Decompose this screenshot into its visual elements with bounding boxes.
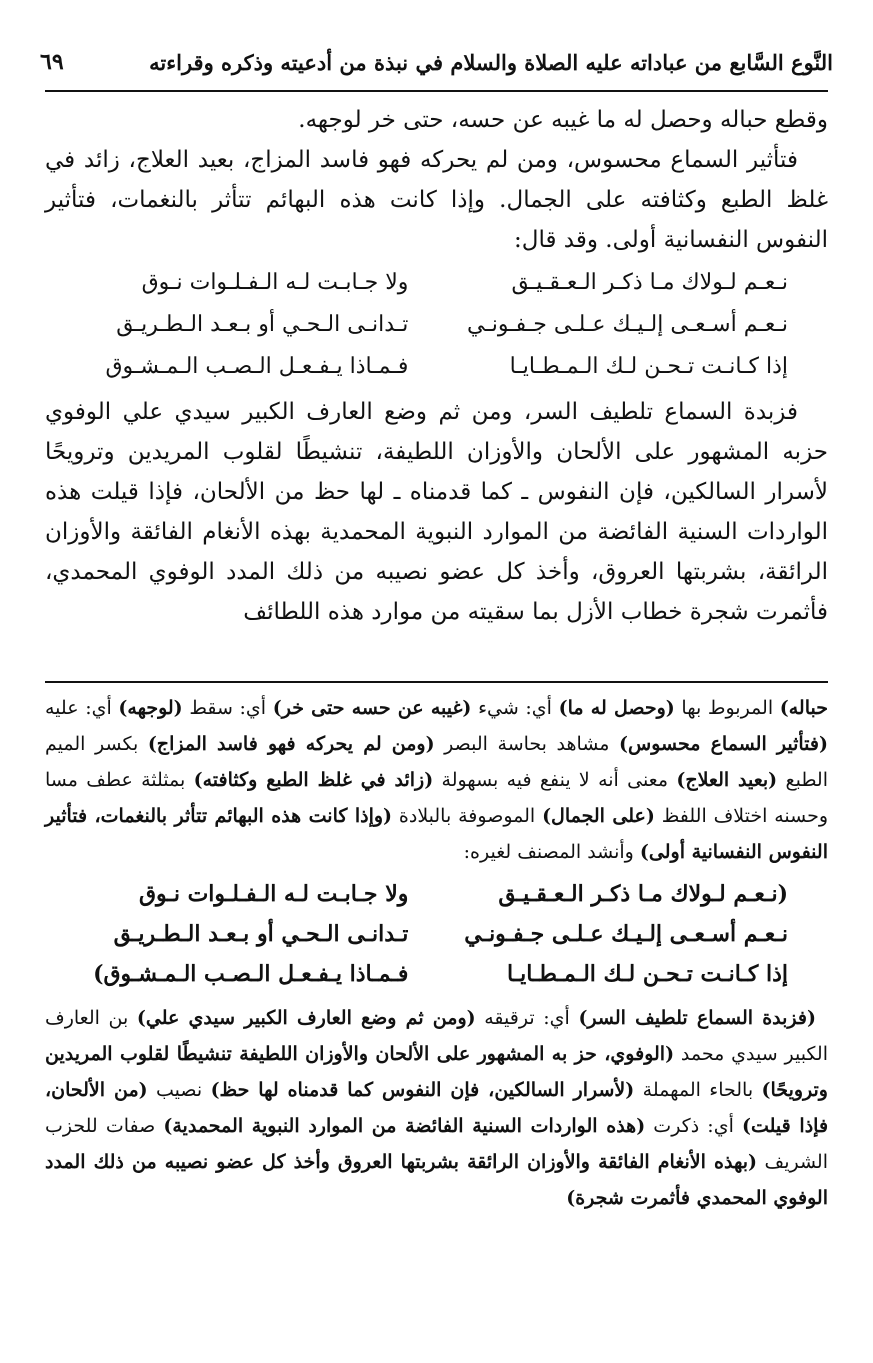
commentary-segment: نصيب [147, 1079, 211, 1101]
commentary-paragraph-2 [45, 1000, 828, 1216]
verse-second-hemistich: فـمـاذا يـفـعـل الـصـب الـمـشـوق) [93, 961, 409, 987]
verse-second-hemistich: ولا جـابـت لـه الـفـلـوات نـوق [138, 881, 409, 907]
verse-first-hemistich: نـعـم لـولاك مـا ذكـر الـعـقـيـق [511, 270, 788, 295]
main-paragraph-1: وقطع حباله وحصل له ما غيبه عن حسه، حتى خر لوجهه. [298, 107, 828, 133]
commentary-segment: معنى أنه لا ينفع فيه بسهولة [433, 769, 677, 791]
verse-second-hemistich: ولا جـابـت لـه الـفـلـوات نـوق [141, 270, 409, 295]
bold-quote-segment: (فتأثير السماع محسوس) [619, 733, 828, 755]
commentary-segment: أي: ذكرت [645, 1115, 742, 1137]
commentary-rule [45, 681, 828, 683]
bold-quote-segment: (فزبدة السماع تلطيف السر) [578, 1007, 816, 1029]
verse-second-hemistich: فـمـاذا يـفـعـل الـصـب الـمـشـوق [105, 354, 409, 379]
bold-quote-segment: (هذه الواردات السنية الفائضة من الموارد النبوية المحمدية) [163, 1115, 646, 1137]
commentary-segment: المربوط بها [674, 697, 780, 719]
poem-verse-1 [85, 262, 788, 304]
commentary-verse-2 [85, 914, 788, 954]
commentary-segment: بن العارف الكبير سيدي محمد [45, 1007, 828, 1065]
verse-first-hemistich: إذا كـانـت تـحـن لـك الـمـطـايـا [507, 961, 788, 987]
commentary-segment: الموصوفة بالبلادة [392, 805, 543, 827]
bold-quote-segment: (بعيد العلاج) [676, 769, 778, 791]
header-rule [45, 90, 828, 92]
bold-quote-segment: (غيبه عن حسه حتى خر) [272, 697, 472, 719]
commentary-segment: وأنشد المصنف لغيره: [463, 841, 640, 863]
commentary-verse-1 [85, 874, 788, 914]
commentary-poem [85, 874, 788, 994]
verse-first-hemistich: إذا كـانـت تـحـن لـك الـمـطـايـا [509, 354, 788, 379]
bold-quote-segment: (وحصل له ما) [558, 697, 675, 719]
poem-verse-3 [85, 346, 788, 388]
verse-second-hemistich: تـدانـى الـحـي أو بـعـد الـطـريـق [113, 921, 409, 947]
commentary-segment: أي: ترقيقه [475, 1007, 579, 1029]
bold-quote-segment: (بهذه الأنغام الفائقة والأوزان الرائقة بشربتها العروق وأخذ كل عضو نصيبه من ذلك المدد الوفوي المحمدي فأثمرت شجرة) [45, 1151, 828, 1209]
commentary-segment: أي: عليه [45, 697, 119, 719]
commentary-segment: بكسر الميم الطبع [45, 733, 828, 791]
bold-quote-segment: (لوجهه) [118, 697, 183, 719]
poem-verse-2 [85, 304, 788, 346]
verse-first-hemistich: نـعـم أسـعـى إلـيـك عـلـى جـفـونـي [466, 312, 788, 337]
verse-first-hemistich: (نـعـم لـولاك مـا ذكـر الـعـقـيـق [498, 881, 788, 907]
commentary-verse-3 [85, 954, 788, 994]
bold-quote-segment: (الوفوي، حز به المشهور على الألحان والأوزان اللطيفة تنشيطًا لقلوب المريدين وترويحًا) [45, 1043, 828, 1101]
commentary-segment: أي: شيء [471, 697, 559, 719]
bold-quote-segment: (زائد في غلظ الطبع وكثافته) [193, 769, 434, 791]
verse-first-hemistich: نـعـم أسـعـى إلـيـك عـلـى جـفـونـي [464, 921, 788, 947]
bold-quote-segment: (ومن لم يحركه فهو فاسد المزاج) [147, 733, 435, 755]
running-header [40, 40, 833, 84]
commentary-segment: صفات للحزب الشريف [45, 1115, 829, 1173]
bold-quote-segment: (من الألحان، فإذا قيلت) [45, 1079, 829, 1137]
bold-quote-segment: (ومن ثم وضع العارف الكبير سيدي علي) [136, 1007, 476, 1029]
commentary-segment: بمثلثة عطف مسا وحسنه اختلاف اللفظ [45, 769, 829, 827]
main-text [45, 100, 828, 632]
main-paragraph-3: فزبدة السماع تلطيف السر، ومن ثم وضع العارف الكبير سيدي علي الوفوي حزبه المشهور على الألحان والأوزان اللطيفة، تنشيطًا لقلوب المريدين وترويحًا لأسرار السالكين، فإن النفوس ـ كما قدمناه ـ لها حظ من الألحان، فإذا قيلت هذه الواردات السنية الفائضة من الموارد النبوية المحمدية بهذه الأنغام الفائقة والأوزان الرائقة، بشربتها العروق، وأخذ كل عضو نصيبه من ذلك المدد الوفوي المحمدي، فأثمرت شجرة خطاب الأزل بما سقيته من موارد هذه اللطائف [45, 399, 828, 625]
commentary-segment: بالحاء المهملة [634, 1079, 762, 1101]
page-number: ٦٩ [40, 49, 64, 75]
main-paragraph-2: فتأثير السماع محسوس، ومن لم يحركه فهو فاسد المزاج، بعيد العلاج، زائد في غلظ الطبع وكثافته على الجمال. وإذا كانت هذه البهائم تتأثر بالنغمات، فتأثير النفوس النفسانية أولى. وقد قال: [45, 147, 828, 253]
bold-quote-segment: حباله) [779, 697, 828, 719]
verse-second-hemistich: تـدانـى الـحـي أو بـعـد الـطـريـق [116, 312, 409, 337]
header-title: النَّوع السَّابع من عباداته عليه الصلاة والسلام في نبذة من أدعيته وذكره وقراءته [149, 49, 833, 75]
commentary-paragraph-1 [45, 690, 828, 870]
main-poem [85, 262, 788, 388]
bold-quote-segment: (وإذا كانت هذه البهائم تتأثر بالنغمات، فتأثير النفوس النفسانية أولى) [45, 805, 828, 863]
bold-quote-segment: (لأسرار السالكين، فإن النفوس كما قدمناه لها حظ) [210, 1079, 635, 1101]
commentary [45, 690, 828, 1216]
commentary-segment: مشاهد بحاسة البصر [434, 733, 620, 755]
commentary-segment: أي: سقط [182, 697, 273, 719]
bold-quote-segment: (على الجمال) [542, 805, 655, 827]
